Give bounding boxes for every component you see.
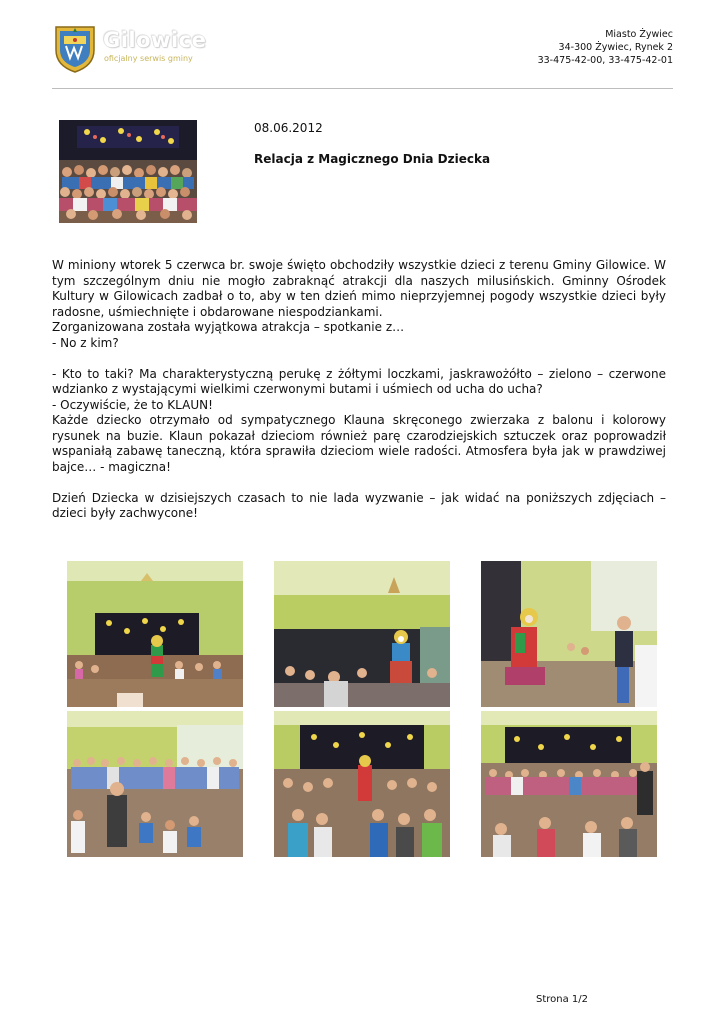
paragraph-question: - No z kim?	[52, 335, 119, 350]
gallery-photo[interactable]	[274, 561, 450, 707]
paragraph-intro: W miniony wtorek 5 czerwca br. swoje święto obchodziły wszystkie dzieci z terenu Gminy Gilowice. W tym szczególnym dniu nie mogło zabraknąć atrakcji dla naszych milusińskich. Gminny Ośrodek Kultury w Gilowicach zadbał o to, aby w ten dzień mimo nieprzyjemnej pogody wszystkie dzieci były radosne, uśmiechnięte i obdarowane niespodziankami.	[52, 258, 666, 319]
gallery-photo[interactable]	[274, 711, 450, 857]
article-body	[52, 258, 666, 522]
paragraph-activities: Każde dziecko otrzymało od sympatycznego Klauna skręconego zwierzaka z balonu i kolorowy rysunek na buzie. Klaun pokazał dzieciom również parę czarodziejskich sztuczek oraz poprowadził wspaniałą zabawę taneczną, która sprawiła dzieciom wiele radości. Atmosfera była jak w prawdziwej bajce… - magiczna!	[52, 413, 666, 474]
article-date: 08.06.2012	[254, 121, 323, 135]
gallery-photo[interactable]	[481, 561, 657, 707]
paragraph-surprise: Zorganizowana została wyjątkowa atrakcja – spotkanie z…	[52, 320, 405, 334]
header-divider	[52, 88, 673, 89]
article-title: Relacja z Magicznego Dnia Dziecka	[254, 152, 491, 166]
paragraph-closing: Dzień Dziecka w dzisiejszych czasach to nie lada wyzwanie – jak widać na poniższych zdjęciach – dzieci były zachwycone!	[52, 490, 666, 520]
contact-city: Miasto Żywiec	[605, 29, 673, 40]
contact-block	[538, 28, 673, 67]
paragraph-description: - Kto to taki? Ma charakterystyczną perukę z żółtymi loczkami, jaskrawożółto – zielono – czerwone wdzianko z wystającymi wielkimi czerwonymi butami i uśmiech od ucha do ucha?	[52, 366, 666, 396]
article-thumbnail-photo[interactable]	[59, 120, 197, 223]
page-number: Strona 1/2	[536, 994, 589, 1005]
contact-address: 34-300 Żywiec, Rynek 2	[558, 42, 673, 53]
paragraph-spacer	[52, 351, 666, 367]
gallery-photo[interactable]	[481, 711, 657, 857]
paragraph-spacer	[52, 475, 666, 491]
gallery-photo[interactable]	[67, 711, 243, 857]
photo-gallery	[67, 561, 657, 857]
gilowice-crest-logo[interactable]	[52, 24, 98, 74]
paragraph-answer: - Oczywiście, że to KLAUN!	[52, 397, 213, 412]
contact-phones: 33-475-42-00, 33-475-42-01	[537, 55, 673, 66]
site-tagline: oficjalny serwis gminy	[104, 54, 193, 63]
gallery-photo[interactable]	[67, 561, 243, 707]
site-name-logo-text[interactable]: Gilowice	[103, 28, 207, 52]
